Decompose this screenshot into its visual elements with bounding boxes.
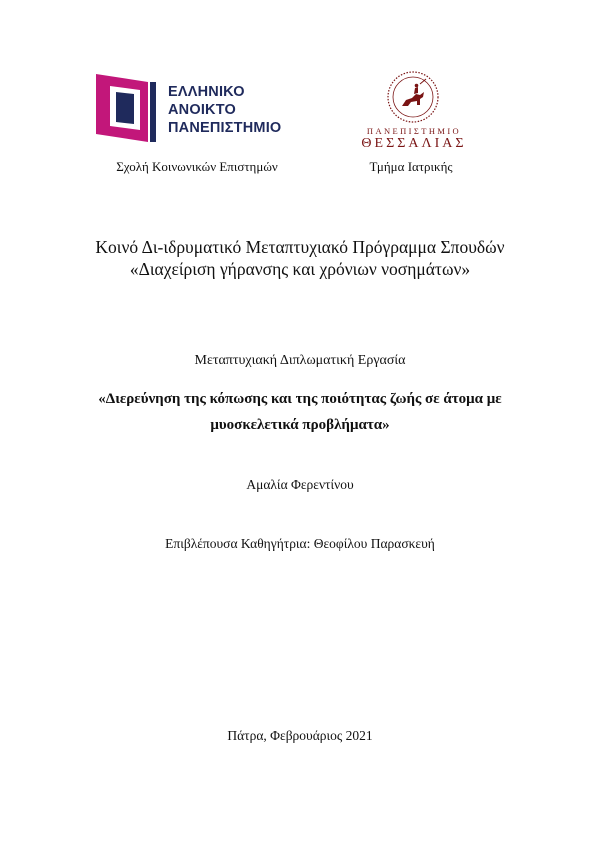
uth-logo	[356, 70, 472, 150]
thesis-title-line-1: «Διερεύνηση της κόπωσης και της ποιότητας ζωής σε άτομα με	[98, 391, 502, 407]
school-caption: Σχολή Κοινωνικών Επιστημών	[116, 159, 278, 174]
department-caption: Τμήμα Ιατρικής	[369, 159, 453, 174]
eap-logo-line-2: ΑΝΟΙΚΤΟ	[168, 102, 236, 118]
eap-logo-line-3: ΠΑΝΕΠΙΣΤΗΜΙΟ	[168, 120, 282, 136]
thesis-type: Μεταπτυχιακή Διπλωματική Εργασία	[194, 353, 406, 368]
uth-seal-icon	[386, 70, 440, 124]
program-title	[40, 236, 560, 280]
program-title-line-2: «Διαχείριση γήρανσης και χρόνιων νοσημάτων»	[129, 259, 471, 279]
uth-name-line-2: ΘΕΣΣΑΛΙΑΣ	[361, 136, 467, 151]
supervisor: Επιβλέπουσα Καθηγήτρια: Θεοφίλου Παρασκευή	[165, 536, 435, 551]
author-name: Αμαλία Φερεντίνου	[246, 477, 354, 492]
eap-logo	[96, 72, 286, 144]
eap-logo-line-1: ΕΛΛΗΝΙΚΟ	[168, 84, 245, 100]
place-date: Πάτρα, Φεβρουάριος 2021	[227, 728, 373, 743]
program-title-line-1: Κοινό Δι-ιδρυματικό Μεταπτυχιακό Πρόγραμμα Σπουδών	[95, 237, 505, 257]
eap-logo-icon	[96, 72, 160, 142]
uth-name-line-1: ΠΑΝΕΠΙΣΤΗΜΙΟ	[366, 126, 462, 136]
thesis-title	[40, 386, 560, 438]
thesis-title-line-2: μυοσκελετικά προβλήματα»	[210, 417, 390, 433]
